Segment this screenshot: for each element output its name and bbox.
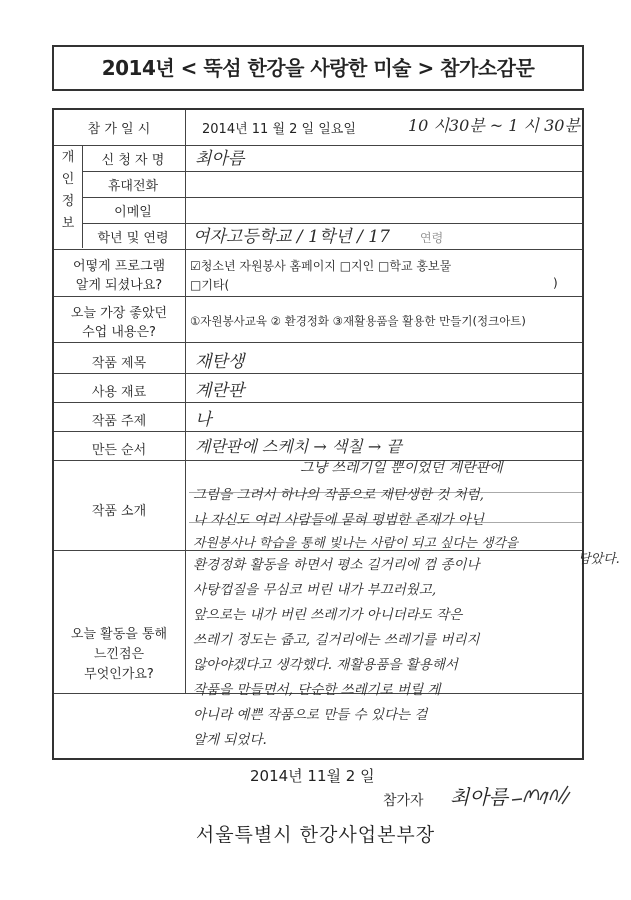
date-label: 참 가 일 시: [87, 122, 151, 137]
personal-info-group-label: 개 인 정 보: [61, 150, 75, 231]
row-line: [54, 431, 582, 432]
row-line: [54, 296, 582, 297]
email-label: 이메일: [114, 205, 152, 220]
intro-line: 그림을 그려서 하나의 작품으로 재탄생한 것 처럼,: [193, 487, 484, 503]
applicant-label: 신 청 자 명: [101, 153, 165, 168]
intro-line: 나 자신도 여러 사람들에 묻혀 평범한 존재가 아닌: [193, 512, 484, 528]
date-value: 2014년 11 월 2 일 일요일: [202, 122, 356, 137]
signature-icon: [510, 782, 572, 808]
how-label-2: 알게 되셨나요?: [75, 278, 163, 293]
feeling-line: 환경정화 활동을 하면서 평소 길거리에 껌 종이나: [193, 557, 480, 573]
best-options: ①자원봉사교육 ② 환경정화 ③재활용품을 활용한 만들기(정크아트): [190, 314, 526, 328]
feeling-line: 알게 되었다.: [193, 732, 267, 748]
row-line: [54, 342, 582, 343]
feeling-line: 쓰레기 정도는 줍고, 길거리에는 쓰레기를 버리지: [193, 632, 480, 648]
age-suffix: 연령: [420, 231, 444, 245]
theme-label: 작품 주제: [91, 414, 147, 429]
best-label-1: 오늘 가장 좋았던: [70, 306, 168, 321]
intro-label: 작품 소개: [91, 504, 147, 519]
how-label-1: 어떻게 프로그램: [72, 259, 166, 274]
material-value: 계란판: [195, 381, 245, 401]
row-line: [54, 145, 582, 146]
order-label: 만든 순서: [91, 443, 147, 458]
how-options-close: ): [553, 276, 558, 290]
order-value: 계란판에 스케치 → 색칠 → 끝: [195, 437, 402, 456]
time-value: 10 시30분 ~ 1 시 30분: [408, 116, 580, 135]
feeling-line: 작품을 만들면서, 단순한 쓰레기로 버릴 게: [193, 682, 441, 698]
organization-name: 서울특별시 한강사업본부장: [195, 824, 436, 846]
feeling-line: 사탕껍질을 무심코 버린 내가 부끄러웠고,: [193, 582, 437, 598]
how-options-2: □기타(: [190, 278, 230, 292]
document-title: 2014년 < 뚝섬 한강을 사랑한 미술 > 참가소감문: [52, 45, 584, 91]
feeling-label-3: 무엇인가요?: [84, 667, 154, 682]
intro-line: 담았다.: [578, 552, 620, 567]
work-title-value: 재탄생: [195, 352, 245, 372]
feeling-line: 앞으로는 내가 버린 쓰레기가 아니더라도 작은: [193, 607, 463, 623]
grade-value: 여자고등학교 / 1학년 / 17: [193, 227, 390, 247]
row-line: [82, 197, 582, 198]
feeling-label-2: 느낀점은: [93, 647, 145, 662]
theme-value: 나: [195, 410, 212, 430]
row-line: [82, 171, 582, 172]
applicant-value: 최아름: [195, 149, 245, 169]
how-options-1: ☑청소년 자원봉사 홈페이지 □지인 □학교 홍보물: [190, 259, 452, 273]
row-line: [54, 402, 582, 403]
work-title-label: 작품 제목: [91, 356, 147, 371]
phone-label: 휴대전화: [107, 179, 159, 194]
intro-line: 자원봉사나 학습을 통해 빛나는 사람이 되고 싶다는 생각을: [193, 536, 519, 551]
participant-name: 최아름: [450, 785, 508, 809]
grade-label: 학년 및 연령: [97, 231, 169, 246]
best-label-2: 수업 내용은?: [82, 325, 156, 340]
material-label: 사용 재료: [91, 385, 147, 400]
intro-line: 그냥 쓰레기일 뿐이었던 계란판에: [300, 460, 503, 476]
participant-label: 참가자: [383, 793, 424, 809]
feeling-line: 않아야겠다고 생각했다. 재활용품을 활용해서: [193, 657, 458, 673]
footer-date: 2014년 11월 2 일: [250, 767, 375, 785]
row-line: [54, 373, 582, 374]
row-line: [54, 249, 582, 250]
feeling-line: 아니라 예쁜 작품으로 만들 수 있다는 걸: [193, 707, 428, 723]
feeling-label-1: 오늘 활동을 통해: [70, 627, 168, 642]
